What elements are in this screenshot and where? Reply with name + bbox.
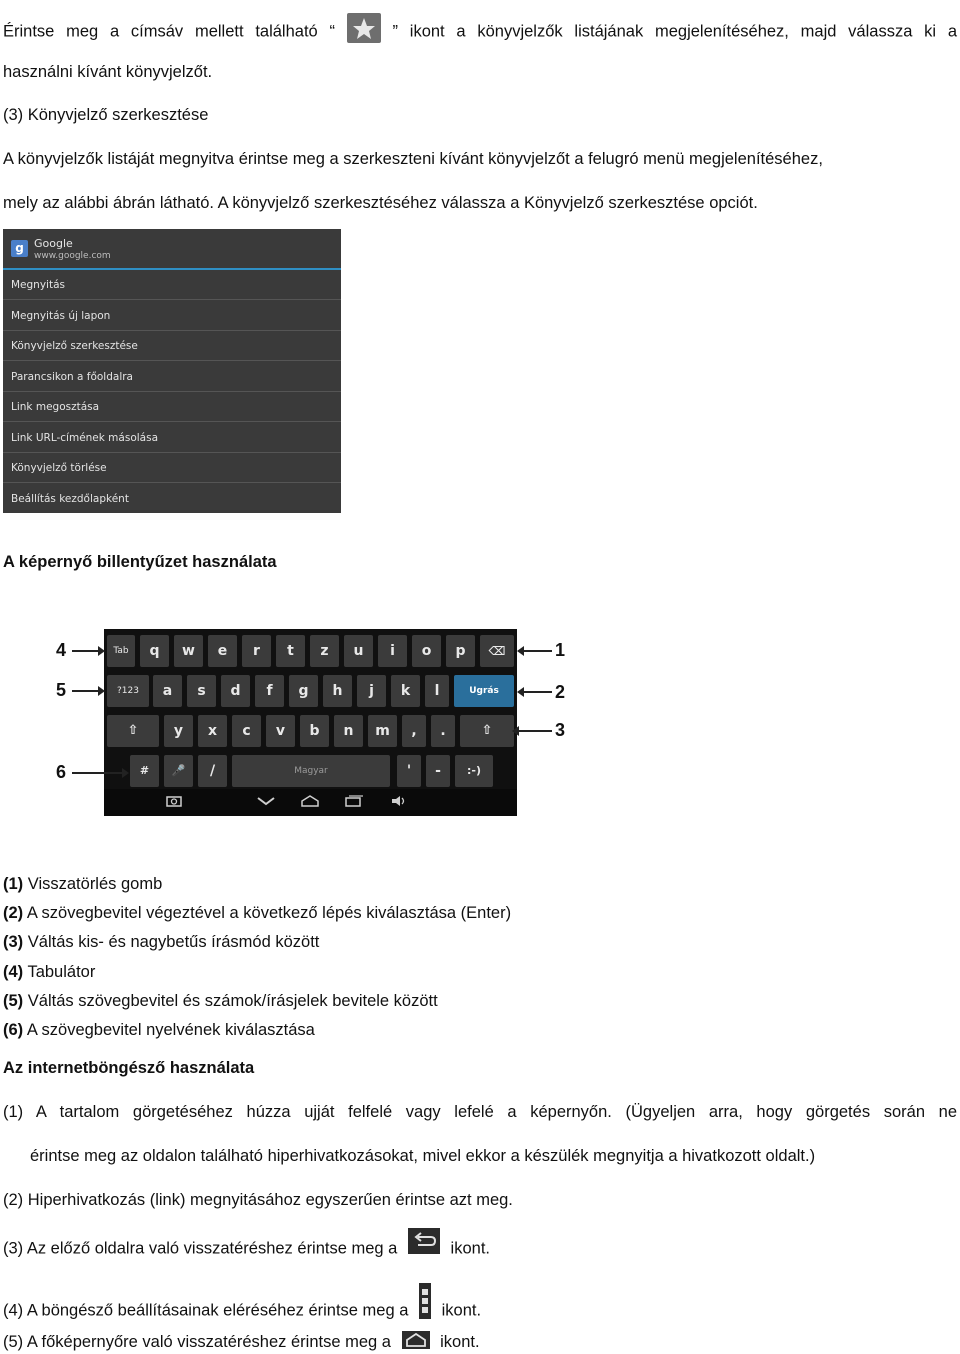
callout-6: 6 bbox=[56, 762, 67, 782]
callout-1-arrowhead bbox=[517, 646, 524, 656]
section-title-browser: Az internetböngésző használata bbox=[3, 1059, 255, 1077]
key-settings[interactable]: # bbox=[130, 755, 159, 787]
legend-3-text: Váltás kis- és nagybetűs írásmód között bbox=[23, 933, 320, 951]
key-dash[interactable]: - bbox=[426, 755, 450, 787]
key-o[interactable]: o bbox=[412, 635, 441, 667]
browser-p4-text-a: (4) A böngésző beállításainak eléréséhez érintse meg a bbox=[3, 1301, 409, 1320]
callout-4: 4 bbox=[56, 640, 67, 660]
browser-p5-text-a: (5) A főképernyőre való visszatéréshez érintse meg a bbox=[3, 1333, 391, 1351]
key-tab[interactable]: Tab bbox=[107, 635, 135, 667]
home-icon bbox=[402, 1331, 430, 1349]
onscreen-keyboard bbox=[104, 629, 517, 816]
legend-2-text: A szövegbevitel végeztével a következő lépés kiválasztása (Enter) bbox=[23, 904, 512, 922]
callout-6-line bbox=[72, 772, 124, 774]
key-h[interactable]: h bbox=[323, 675, 352, 707]
android-navbar bbox=[104, 789, 517, 816]
callout-4-arrowhead bbox=[98, 646, 105, 656]
menu-item-delete-bookmark[interactable]: Könyvjelző törlése bbox=[3, 453, 341, 483]
browser-p4-text-b: ikont. bbox=[441, 1301, 482, 1320]
key-p[interactable]: p bbox=[446, 635, 475, 667]
menu-item-open-new-tab[interactable]: Megnyitás új lapon bbox=[3, 301, 341, 331]
callout-2: 2 bbox=[555, 682, 566, 702]
key-enter-go[interactable]: Ugrás bbox=[454, 675, 514, 707]
menu-item-open[interactable]: Megnyitás bbox=[3, 270, 341, 300]
camera-icon[interactable] bbox=[166, 795, 182, 810]
home-nav-icon[interactable] bbox=[300, 795, 320, 810]
bookmark-context-menu bbox=[3, 229, 341, 513]
legend-5-text: Váltás szövegbevitel és számok/írásjelek bevitele között bbox=[23, 992, 438, 1010]
legend-5-num: (5) bbox=[3, 992, 24, 1010]
legend-6-num: (6) bbox=[3, 1021, 24, 1039]
legend-2 bbox=[3, 903, 957, 923]
key-apostrophe[interactable]: ' bbox=[397, 755, 421, 787]
bookmark-star-icon bbox=[347, 13, 381, 43]
callout-2-line bbox=[524, 691, 552, 693]
legend-4-text: Tabulátor bbox=[23, 963, 96, 981]
menu-item-shortcut-home[interactable]: Parancsikon a főoldalra bbox=[3, 362, 341, 392]
callout-3-arrowhead bbox=[512, 726, 519, 736]
browser-p1-line-1: (1) A tartalom görgetéséhez húzza ujját felfelé vagy lefelé a képernyőn. (Ügyeljen arra, hogy görgetés során ne bbox=[3, 1103, 957, 1121]
hide-keyboard-icon[interactable] bbox=[256, 795, 276, 809]
key-g[interactable]: g bbox=[289, 675, 318, 707]
key-n[interactable]: n bbox=[334, 715, 363, 747]
menu-header bbox=[3, 229, 341, 269]
callout-5: 5 bbox=[56, 680, 67, 700]
key-symbols[interactable]: ?123 bbox=[107, 675, 149, 707]
browser-p4 bbox=[3, 1293, 957, 1329]
recent-apps-icon[interactable] bbox=[344, 795, 364, 810]
volume-icon[interactable] bbox=[391, 795, 409, 810]
key-s[interactable]: s bbox=[187, 675, 216, 707]
key-j[interactable]: j bbox=[357, 675, 386, 707]
intro-line-2: használni kívánt könyvjelzőt. bbox=[3, 63, 213, 81]
menu-item-set-homepage[interactable]: Beállítás kezdőlapként bbox=[11, 493, 129, 505]
key-q[interactable]: q bbox=[140, 635, 169, 667]
browser-p2: (2) Hiperhivatkozás (link) megnyitásához egyszerűen érintse azt meg. bbox=[3, 1191, 513, 1209]
key-k[interactable]: k bbox=[391, 675, 420, 707]
key-backspace[interactable]: ⌫ bbox=[480, 635, 514, 667]
intro-text-b: ” ikont a könyvjelzők listájának megjelenítéséhez, majd válassza ki a bbox=[392, 22, 958, 41]
legend-3-num: (3) bbox=[3, 933, 24, 951]
callout-4-line bbox=[72, 650, 100, 652]
key-u[interactable]: u bbox=[344, 635, 373, 667]
browser-p5-text-b: ikont. bbox=[440, 1333, 480, 1351]
key-y[interactable]: y bbox=[164, 715, 193, 747]
key-m[interactable]: m bbox=[368, 715, 397, 747]
menu-item-copy-url[interactable]: Link URL-címének másolása bbox=[3, 423, 341, 453]
intro-text-a: Érintse meg a címsáv mellett található “ bbox=[3, 22, 335, 41]
callout-1: 1 bbox=[555, 640, 566, 660]
key-smiley[interactable]: :-) bbox=[455, 755, 493, 787]
key-f[interactable]: f bbox=[255, 675, 284, 707]
key-c[interactable]: c bbox=[232, 715, 261, 747]
key-a[interactable]: a bbox=[153, 675, 182, 707]
legend-2-num: (2) bbox=[3, 904, 24, 922]
legend-4 bbox=[3, 962, 957, 982]
key-r[interactable]: r bbox=[242, 635, 271, 667]
legend-6-text: A szövegbevitel nyelvének kiválasztása bbox=[23, 1021, 315, 1039]
callout-5-line bbox=[72, 690, 100, 692]
intro-line-1 bbox=[3, 17, 957, 47]
key-shift-right[interactable]: ⇧ bbox=[460, 715, 514, 747]
browser-p3 bbox=[3, 1236, 957, 1262]
legend-1 bbox=[3, 874, 957, 894]
edit-paragraph-line-2: mely az alábbi ábrán látható. A könyvjelző szerkesztéséhez válassza a Könyvjelző szerkesztése opciót. bbox=[3, 194, 758, 212]
key-b[interactable]: b bbox=[300, 715, 329, 747]
legend-6 bbox=[3, 1020, 957, 1040]
key-l[interactable]: l bbox=[425, 675, 449, 707]
key-w[interactable]: w bbox=[174, 635, 203, 667]
menu-site-title: Google bbox=[34, 237, 73, 250]
legend-4-num: (4) bbox=[3, 963, 24, 981]
callout-3-line bbox=[519, 730, 552, 732]
callout-6-arrowhead bbox=[122, 768, 129, 778]
browser-p1-line-2: érintse meg az oldalon található hiperhivatkozásokat, mivel ekkor a készülék megnyitja a hivatkozott oldalt.) bbox=[30, 1147, 816, 1165]
callout-2-arrowhead bbox=[517, 687, 524, 697]
key-z[interactable]: z bbox=[310, 635, 339, 667]
section-title-edit-bookmark: (3) Könyvjelző szerkesztése bbox=[3, 106, 209, 124]
browser-p3-text-b: ikont. bbox=[450, 1239, 490, 1258]
menu-item-share-link[interactable]: Link megosztása bbox=[3, 392, 341, 422]
legend-1-num: (1) bbox=[3, 875, 24, 893]
key-x[interactable]: x bbox=[198, 715, 227, 747]
menu-icon bbox=[419, 1283, 431, 1319]
legend-1-text: Visszatörlés gomb bbox=[23, 875, 163, 893]
key-e[interactable]: e bbox=[208, 635, 237, 667]
key-d[interactable]: d bbox=[221, 675, 250, 707]
browser-p3-text-a: (3) Az előző oldalra való visszatéréshez érintse meg a bbox=[3, 1239, 398, 1258]
key-period[interactable]: . bbox=[431, 715, 455, 747]
legend-5 bbox=[3, 991, 957, 1011]
callout-5-arrowhead bbox=[98, 686, 105, 696]
key-slash[interactable]: / bbox=[198, 755, 227, 787]
section-title-keyboard: A képernyő billentyűzet használata bbox=[3, 553, 277, 571]
menu-site-url: www.google.com bbox=[34, 251, 111, 261]
key-space-language[interactable]: Magyar bbox=[232, 755, 390, 787]
key-comma[interactable]: , bbox=[402, 715, 426, 747]
google-favicon-icon: g bbox=[11, 240, 28, 257]
callout-1-line bbox=[524, 650, 552, 652]
edit-paragraph-line-1: A könyvjelzők listáját megnyitva érintse meg a szerkeszteni kívánt könyvjelzőt a felugró menü megjelenítéséhez, bbox=[3, 150, 823, 168]
browser-p5 bbox=[3, 1332, 957, 1352]
key-microphone[interactable]: 🎤 bbox=[164, 755, 193, 787]
menu-item-edit-bookmark[interactable]: Könyvjelző szerkesztése bbox=[3, 331, 341, 361]
key-v[interactable]: v bbox=[266, 715, 295, 747]
back-icon bbox=[408, 1228, 440, 1254]
key-i[interactable]: i bbox=[378, 635, 407, 667]
callout-3: 3 bbox=[555, 720, 566, 740]
legend-3 bbox=[3, 932, 957, 952]
key-shift-left[interactable]: ⇧ bbox=[107, 715, 159, 747]
key-t[interactable]: t bbox=[276, 635, 305, 667]
